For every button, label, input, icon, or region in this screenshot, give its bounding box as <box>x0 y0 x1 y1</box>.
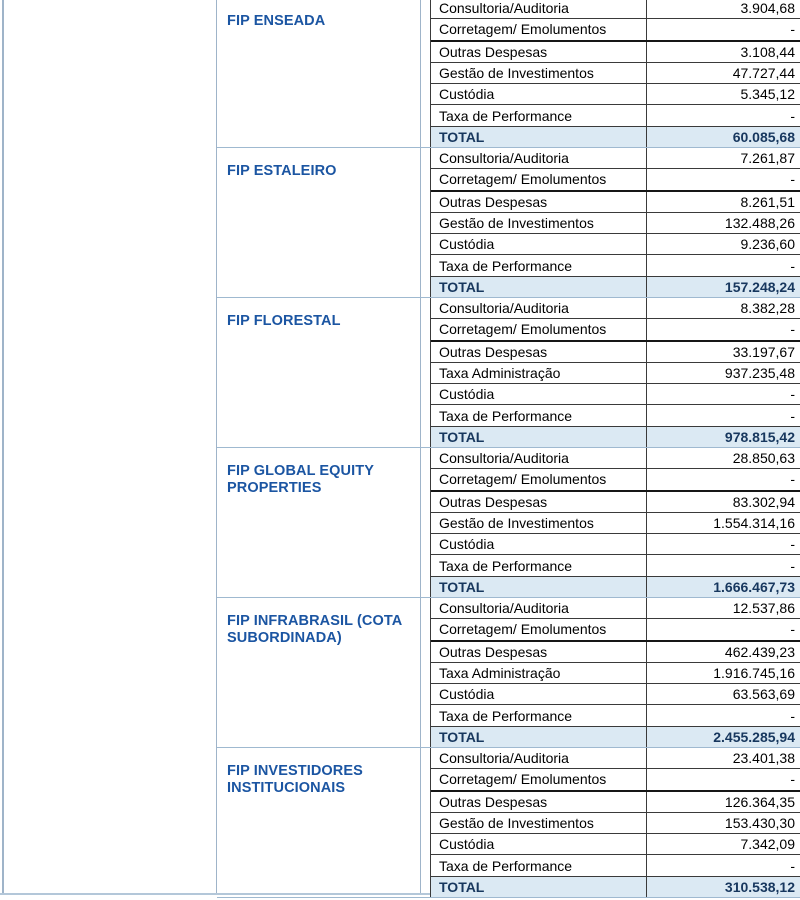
expense-category: Consultoria/Auditoria <box>431 748 647 768</box>
expense-value: 7.342,09 <box>740 836 795 853</box>
expense-row <box>431 342 800 363</box>
expense-row <box>431 684 800 705</box>
expense-value: 1.916.745,16 <box>713 664 795 681</box>
expense-table <box>430 0 800 147</box>
total-row <box>431 127 800 147</box>
expense-value: - <box>790 257 795 274</box>
expense-row <box>431 834 800 855</box>
total-label: TOTAL <box>431 127 647 147</box>
total-label: TOTAL <box>431 877 647 897</box>
fund-name: FIP FLORESTAL <box>227 313 341 329</box>
expense-value: 23.401,38 <box>732 750 795 767</box>
expense-category: Custódia <box>431 234 647 254</box>
expense-table <box>430 448 800 597</box>
expense-category: Consultoria/Auditoria <box>431 148 647 168</box>
expense-value: - <box>790 536 795 553</box>
expense-value: - <box>790 857 795 874</box>
expense-value: - <box>790 386 795 403</box>
expense-category: Outras Despesas <box>431 192 647 212</box>
expense-row <box>431 192 800 213</box>
fund-section <box>217 748 800 898</box>
expense-row <box>431 319 800 341</box>
expense-row <box>431 19 800 41</box>
fund-section <box>217 0 800 148</box>
expense-value: 9.236,60 <box>740 236 795 253</box>
expense-row <box>431 448 800 469</box>
expense-row <box>431 769 800 791</box>
expense-row <box>431 105 800 126</box>
expense-value: 8.261,51 <box>740 193 795 210</box>
expense-value: - <box>790 171 795 188</box>
expense-category: Taxa de Performance <box>431 105 647 125</box>
expense-category: Outras Despesas <box>431 342 647 362</box>
expense-category: Gestão de Investimentos <box>431 813 647 833</box>
expense-row <box>431 63 800 84</box>
expense-row <box>431 384 800 405</box>
fund-section <box>217 148 800 298</box>
expense-row <box>431 855 800 876</box>
expense-value: - <box>790 321 795 338</box>
expense-row <box>431 534 800 555</box>
expense-value: - <box>790 771 795 788</box>
total-row <box>431 877 800 897</box>
expense-row <box>431 705 800 726</box>
fund-name: FIP ESTALEIRO <box>227 163 337 179</box>
expense-category: Consultoria/Auditoria <box>431 448 647 468</box>
expense-row <box>431 405 800 426</box>
fund-section <box>217 448 800 598</box>
expense-value: 132.488,26 <box>724 214 795 231</box>
expense-category: Corretagem/ Emolumentos <box>431 319 647 339</box>
expense-value: - <box>790 707 795 724</box>
expense-value: 47.727,44 <box>732 64 795 81</box>
expense-value: 83.302,94 <box>732 493 795 510</box>
expense-row <box>431 169 800 191</box>
expense-row <box>431 148 800 169</box>
expense-row <box>431 0 800 19</box>
fund-name: FIP INVESTIDORES INSTITUCIONAIS <box>227 763 363 796</box>
expense-row <box>431 42 800 63</box>
total-label: TOTAL <box>431 577 647 597</box>
expense-value: 5.345,12 <box>740 86 795 103</box>
total-row <box>431 577 800 597</box>
fund-name: FIP ENSEADA <box>227 13 326 29</box>
expense-row <box>431 255 800 276</box>
expense-category: Corretagem/ Emolumentos <box>431 619 647 639</box>
outer-table-left-border <box>2 0 4 894</box>
total-value: 1.666.467,73 <box>713 578 795 595</box>
total-value: 157.248,24 <box>724 278 795 295</box>
expense-category: Corretagem/ Emolumentos <box>431 769 647 789</box>
expense-category: Custódia <box>431 84 647 104</box>
expense-category: Taxa de Performance <box>431 255 647 275</box>
expense-row <box>431 298 800 319</box>
expense-value: 8.382,28 <box>740 300 795 317</box>
expense-value: 28.850,63 <box>732 450 795 467</box>
expense-value: - <box>790 107 795 124</box>
expense-category: Gestão de Investimentos <box>431 513 647 533</box>
fund-name: FIP GLOBAL EQUITY PROPERTIES <box>227 463 374 496</box>
expense-value: - <box>790 621 795 638</box>
expense-value: 153.430,30 <box>724 814 795 831</box>
expense-row <box>431 492 800 513</box>
expense-row <box>431 813 800 834</box>
expense-value: 462.439,23 <box>724 643 795 660</box>
expense-value: - <box>790 471 795 488</box>
expense-value: 63.563,69 <box>732 686 795 703</box>
total-value: 2.455.285,94 <box>713 728 795 745</box>
total-label: TOTAL <box>431 277 647 297</box>
expense-category: Outras Despesas <box>431 792 647 812</box>
expense-category: Taxa de Performance <box>431 855 647 875</box>
expense-value: - <box>790 557 795 574</box>
total-label: TOTAL <box>431 427 647 447</box>
expense-value: 3.904,68 <box>740 0 795 17</box>
total-row <box>431 727 800 747</box>
expense-row <box>431 363 800 384</box>
expense-value: - <box>790 21 795 38</box>
expense-value: 126.364,35 <box>724 793 795 810</box>
expense-row <box>431 469 800 491</box>
expense-category: Taxa de Performance <box>431 405 647 425</box>
total-label: TOTAL <box>431 727 647 747</box>
total-value: 60.085,68 <box>732 128 795 145</box>
fund-section <box>217 298 800 448</box>
expense-value: 1.554.314,16 <box>713 514 795 531</box>
expense-row <box>431 555 800 576</box>
expense-category: Consultoria/Auditoria <box>431 0 647 18</box>
expense-value: 937.235,48 <box>724 364 795 381</box>
expense-category: Consultoria/Auditoria <box>431 298 647 318</box>
expense-table <box>430 298 800 447</box>
expense-row <box>431 84 800 105</box>
fund-section <box>217 598 800 748</box>
expense-category: Outras Despesas <box>431 42 647 62</box>
expense-category: Consultoria/Auditoria <box>431 598 647 618</box>
expense-category: Custódia <box>431 684 647 704</box>
expense-row <box>431 663 800 684</box>
expense-value: - <box>790 407 795 424</box>
fund-sections <box>217 0 800 898</box>
expense-category: Taxa de Performance <box>431 705 647 725</box>
expense-row <box>431 792 800 813</box>
expense-category: Gestão de Investimentos <box>431 213 647 233</box>
expense-row <box>431 513 800 534</box>
total-value: 978.815,42 <box>724 428 795 445</box>
expense-category: Taxa Administração <box>431 363 647 383</box>
expense-value: 12.537,86 <box>732 600 795 617</box>
total-row <box>431 427 800 447</box>
expense-value: 3.108,44 <box>740 43 795 60</box>
expense-category: Corretagem/ Emolumentos <box>431 169 647 189</box>
expense-row <box>431 598 800 619</box>
expense-category: Custódia <box>431 834 647 854</box>
total-value: 310.538,12 <box>724 878 795 895</box>
expense-table <box>430 148 800 297</box>
expense-category: Corretagem/ Emolumentos <box>431 19 647 39</box>
expense-table <box>430 748 800 897</box>
expense-category: Custódia <box>431 534 647 554</box>
expense-value: 33.197,67 <box>732 343 795 360</box>
expense-category: Taxa Administração <box>431 663 647 683</box>
total-row <box>431 277 800 297</box>
expense-category: Custódia <box>431 384 647 404</box>
expense-row <box>431 642 800 663</box>
expense-table <box>430 598 800 747</box>
expense-value: 7.261,87 <box>740 150 795 167</box>
expense-category: Outras Despesas <box>431 492 647 512</box>
expense-row <box>431 748 800 769</box>
expense-category: Corretagem/ Emolumentos <box>431 469 647 489</box>
fund-name: FIP INFRABRASIL (COTA SUBORDINADA) <box>227 613 402 646</box>
expense-category: Gestão de Investimentos <box>431 63 647 83</box>
expense-category: Outras Despesas <box>431 642 647 662</box>
expense-row <box>431 234 800 255</box>
expense-category: Taxa de Performance <box>431 555 647 575</box>
expense-row <box>431 619 800 641</box>
expense-row <box>431 213 800 234</box>
